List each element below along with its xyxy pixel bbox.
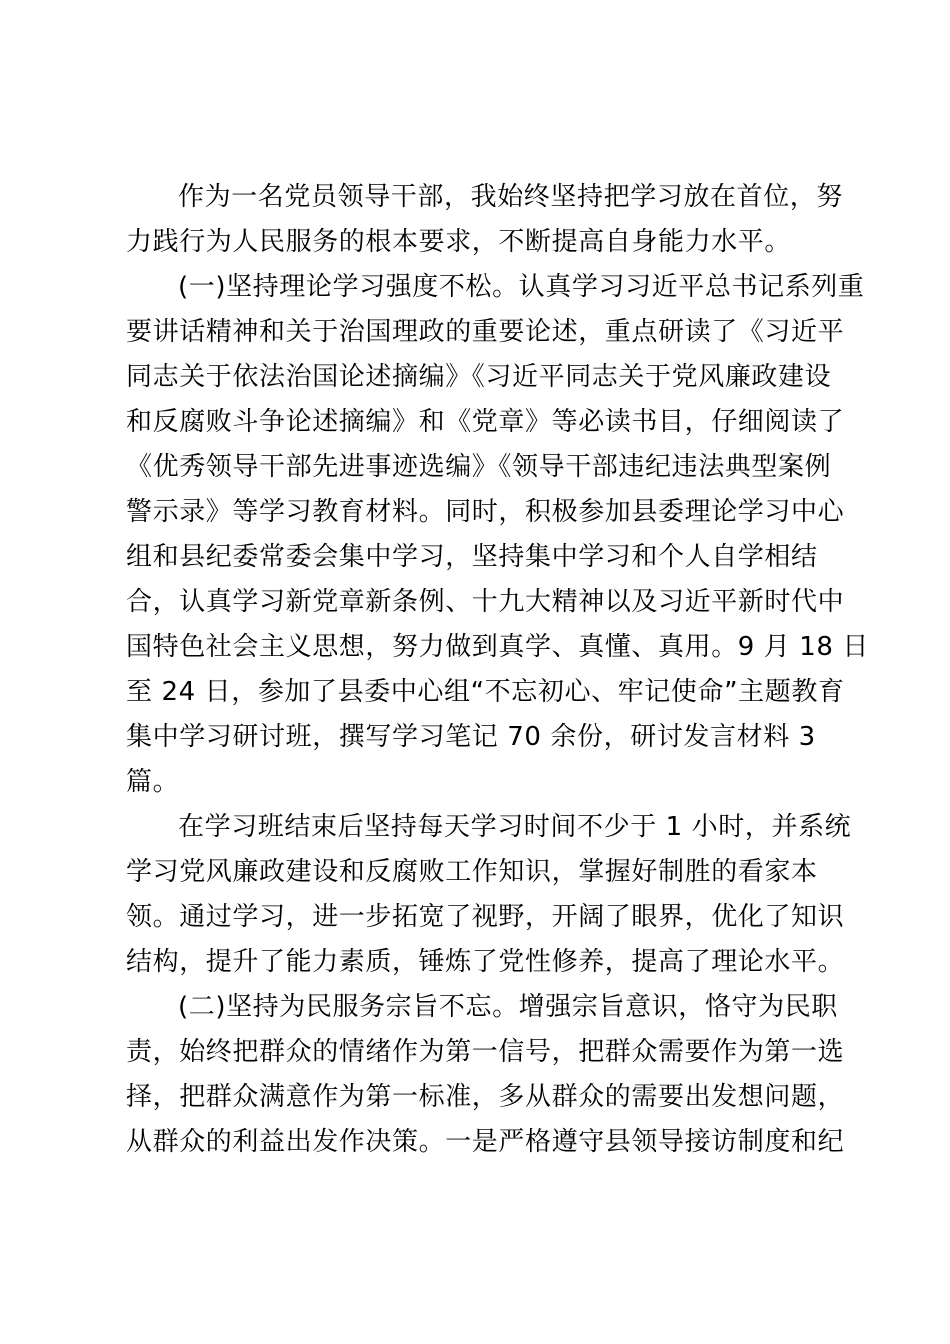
paragraph-3-line-1: 在学习班结束后坚持每天学习时间不少于 1 小时，并系统: [178, 812, 852, 842]
paragraph-2-line-2: 要讲话精神和关于治国理政的重要论述，重点研读了《习近平: [126, 317, 845, 347]
paragraph-3-line-3: 领。通过学习，进一步拓宽了视野，开阔了眼界，优化了知识: [126, 902, 845, 932]
document-body: [126, 175, 870, 1165]
paragraph-2-line-10: 至 24 日，参加了县委中心组“不忘初心、牢记使命”主题教育: [126, 677, 845, 707]
paragraph-4-line-1: (二)坚持为民服务宗旨不忘。增强宗旨意识，恪守为民职: [178, 992, 838, 1022]
paragraph-1-line-1: 作为一名党员领导干部，我始终坚持把学习放在首位，努: [178, 182, 844, 212]
paragraph-2-line-11: 集中学习研讨班，撰写学习笔记 70 余份，研讨发言材料 3: [126, 722, 816, 752]
paragraph-2-line-9: 国特色社会主义思想，努力做到真学、真懂、真用。9 月 18 日: [126, 632, 870, 662]
paragraph-4-line-2: 责，始终把群众的情绪作为第一信号，把群众需要作为第一选: [126, 1037, 845, 1067]
paragraph-4-line-3: 择，把群众满意作为第一标准，多从群众的需要出发想问题，: [126, 1082, 845, 1112]
paragraph-2-line-7: 组和县纪委常委会集中学习，坚持集中学习和个人自学相结: [126, 542, 818, 572]
paragraph-2-line-6: 警示录》等学习教育材料。同时，积极参加县委理论学习中心: [126, 497, 845, 527]
paragraph-2-line-1: (一)坚持理论学习强度不松。认真学习习近平总书记系列重: [178, 272, 865, 302]
paragraph-3-line-4: 结构，提升了能力素质，锤炼了党性修养，提高了理论水平。: [126, 947, 845, 977]
paragraph-2-line-8: 合，认真学习新党章新条例、十九大精神以及习近平新时代中: [126, 587, 845, 617]
paragraph-2-line-3: 同志关于依法治国论述摘编》《习近平同志关于党风廉政建设: [126, 362, 832, 392]
paragraph-2-line-12: 篇。: [126, 767, 180, 797]
paragraph-2-line-5: 《优秀领导干部先进事迹选编》《领导干部违纪违法典型案例: [126, 452, 832, 482]
paragraph-1-line-2: 力践行为人民服务的根本要求，不断提高自身能力水平。: [126, 227, 792, 257]
paragraph-3-line-2: 学习党风廉政建设和反腐败工作知识，掌握好制胜的看家本: [126, 857, 818, 887]
paragraph-2-line-4: 和反腐败斗争论述摘编》和《党章》等必读书目，仔细阅读了: [126, 407, 845, 437]
paragraph-4-line-4: 从群众的利益出发作决策。一是严格遵守县领导接访制度和纪: [126, 1127, 845, 1157]
